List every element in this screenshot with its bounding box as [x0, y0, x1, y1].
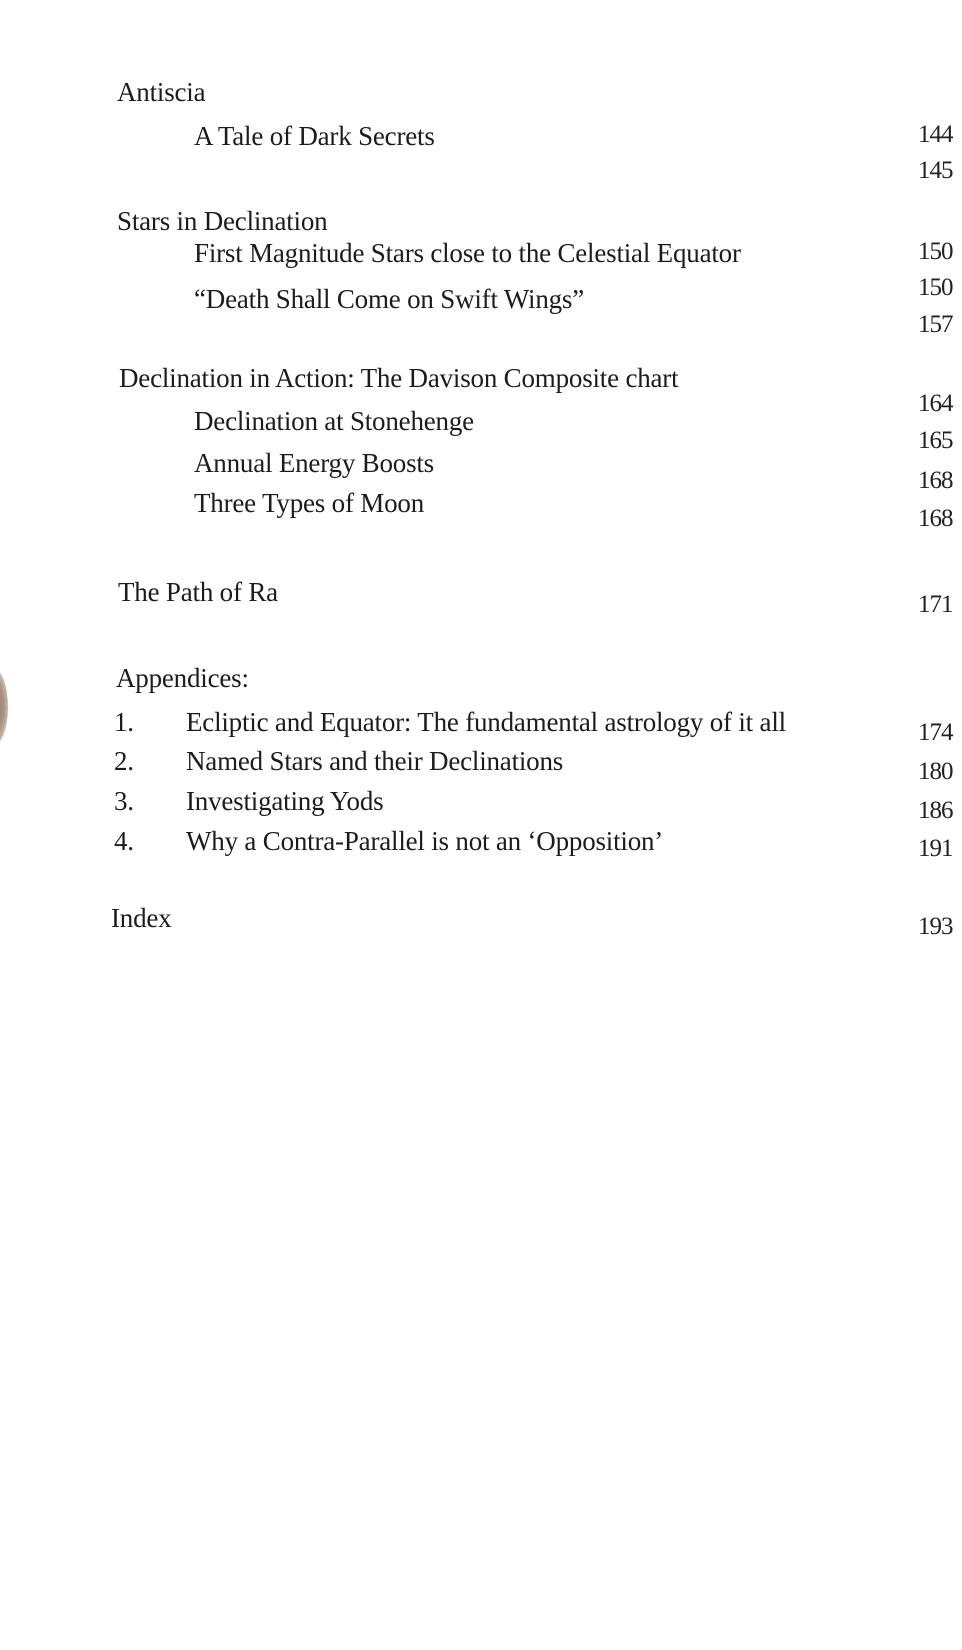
page-number: 150 [918, 274, 953, 301]
section-title-appendices: Appendices: [116, 663, 249, 693]
entry-ecliptic-and-equator: Ecliptic and Equator: The fundamental astrology of it all [186, 707, 786, 737]
appendix-number: 3. [114, 786, 134, 816]
entry-contra-parallel: Why a Contra-Parallel is not an ‘Opposition’ [186, 826, 664, 856]
page-number: 168 [918, 505, 953, 532]
page-edge-shadow [0, 668, 8, 746]
page-number: 174 [918, 719, 953, 746]
entry-investigating-yods: Investigating Yods [186, 786, 384, 816]
entry-first-magnitude-stars: First Magnitude Stars close to the Celestial Equator [194, 238, 741, 268]
entry-tale-of-dark-secrets: A Tale of Dark Secrets [194, 121, 435, 151]
page-number: 144 [918, 121, 953, 148]
appendix-number: 1. [114, 707, 134, 737]
page-number: 171 [918, 591, 953, 618]
entry-annual-energy-boosts: Annual Energy Boosts [194, 448, 434, 478]
page-number: 150 [918, 238, 953, 265]
page-number: 191 [918, 835, 953, 862]
section-title-stars-in-declination: Stars in Declination [117, 206, 328, 236]
entry-death-shall-come: “Death Shall Come on Swift Wings” [194, 284, 585, 314]
entry-three-types-of-moon: Three Types of Moon [194, 488, 425, 518]
page-number: 180 [918, 758, 953, 785]
section-title-path-of-ra: The Path of Ra [118, 577, 278, 607]
page-number: 164 [918, 390, 953, 417]
section-title-declination-in-action: Declination in Action: The Davison Composite chart [119, 363, 679, 393]
appendix-number: 4. [114, 826, 134, 856]
page-number: 193 [918, 913, 953, 940]
section-title-antiscia: Antiscia [117, 77, 206, 107]
page-number: 145 [918, 157, 953, 184]
page-number: 165 [918, 427, 953, 454]
page-number: 168 [918, 467, 953, 494]
entry-declination-at-stonehenge: Declination at Stonehenge [194, 406, 474, 436]
appendix-number: 2. [114, 746, 134, 776]
entry-named-stars: Named Stars and their Declinations [186, 746, 564, 776]
page-number: 186 [918, 797, 953, 824]
section-title-index: Index [111, 903, 172, 933]
page-number: 157 [918, 311, 953, 338]
